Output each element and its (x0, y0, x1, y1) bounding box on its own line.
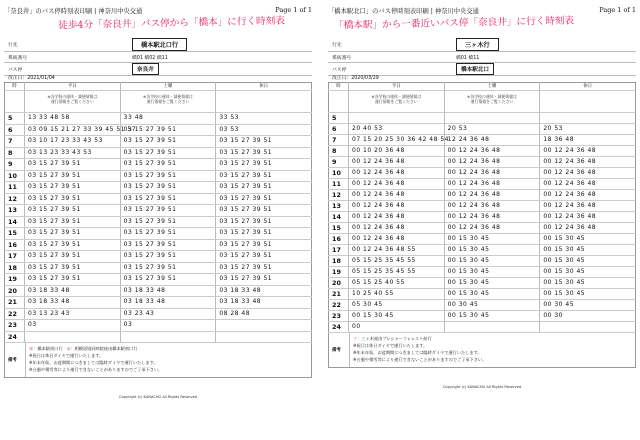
route-number-label: 系統番号 (328, 52, 394, 63)
minutes-holiday: 00 15 30 45 (540, 256, 636, 267)
minutes-saturday: 03 15 27 39 51 (120, 274, 216, 286)
minutes-weekday (349, 113, 445, 124)
minutes-saturday: 00 15 30 45 (444, 256, 540, 267)
minutes-saturday: 03 15 27 39 51 (120, 124, 216, 136)
hour-row (329, 135, 636, 146)
hour-row (5, 251, 312, 263)
bus-stop-value: 橋本駅北口 (456, 63, 494, 75)
column-header-holiday: 休日 (540, 83, 636, 91)
hour-cell: 22 (5, 308, 25, 320)
minutes-saturday: 03 15 27 39 51 (120, 136, 216, 148)
remarks-label: 備考 (8, 357, 17, 363)
minutes-weekday: 00 12 24 36 48 (349, 223, 445, 234)
hour-row (5, 193, 312, 205)
minutes-weekday: 13 33 48 58 (25, 113, 121, 125)
hour-row (329, 190, 636, 201)
hour-row (329, 322, 636, 333)
minutes-saturday: 12 24 36 48 (444, 135, 540, 146)
bus-stop-label: バス停 (4, 63, 70, 76)
hour-cell: 5 (5, 113, 25, 125)
copyright: Copyright (c) KANACHU All Rights Reserved (118, 395, 198, 399)
hour-row (329, 234, 636, 245)
page-header-title: 「橋本駅北口」のバス停時刻表印刷 | 神奈川中央交通 (328, 8, 479, 15)
notice-cell-weekday (25, 91, 121, 113)
copyright: Copyright (c) KANACHU All Rights Reserved (442, 385, 522, 389)
minutes-saturday: 03 15 27 39 51 (120, 205, 216, 217)
minutes-saturday: 03 23 43 (120, 308, 216, 320)
hour-row (5, 159, 312, 171)
minutes-holiday: 03 53 (216, 124, 312, 136)
minutes-saturday: 00 15 30 45 (444, 234, 540, 245)
minutes-saturday: 00 12 24 36 48 (444, 201, 540, 212)
minutes-weekday: 03 (25, 320, 121, 332)
notice-line: ※各学校の運休・減便情報は (371, 94, 422, 99)
hour-row (329, 212, 636, 223)
hour-cell: 19 (329, 267, 349, 278)
minutes-holiday: 00 12 24 36 48 (540, 146, 636, 157)
minutes-weekday: 03 15 27 39 51 (25, 193, 121, 205)
column-header-saturday: 土曜 (120, 83, 216, 91)
bus-stop-label: バス停 (328, 63, 394, 76)
minutes-holiday: 18 36 48 (540, 135, 636, 146)
hour-row (5, 147, 312, 159)
minutes-saturday: 03 15 27 39 51 (120, 147, 216, 159)
minutes-weekday: 03 15 27 39 51 (25, 170, 121, 182)
minutes-saturday: 00 12 24 36 48 (444, 157, 540, 168)
minutes-holiday: 33 53 (216, 113, 312, 125)
route-numbers: 橋01 橋11 (394, 52, 636, 63)
hour-cell: 22 (329, 300, 349, 311)
notice-hour-cell (5, 91, 25, 113)
remarks-line (353, 343, 632, 350)
minutes-saturday: 03 15 27 39 51 (120, 182, 216, 194)
minutes-saturday: 00 12 24 36 48 (444, 179, 540, 190)
minutes-weekday: 03 15 27 39 51 (25, 239, 121, 251)
remarks-text: ※年末年始、お盆期間につきましては臨時ダイヤで運行いたします。 (353, 349, 482, 355)
remarks-text: ※祝日は休日ダイヤで運行いたします。 (29, 352, 104, 358)
remarks-text: ：三ヶ木経由プレシャーフォレスト前行 (357, 336, 432, 341)
minutes-holiday: 03 15 27 39 51 (216, 170, 312, 182)
hour-row (329, 113, 636, 124)
hour-cell: 9 (329, 157, 349, 168)
minutes-saturday: 00 12 24 36 48 (444, 223, 540, 234)
minutes-weekday: 03 13 23 33 43 53 (25, 147, 121, 159)
remarks-text: ※台風や積雪等により運行できないことがありますのでご了承下さい。 (29, 366, 163, 372)
minutes-saturday: 00 15 30 45 (444, 267, 540, 278)
route-number-label: 系統番号 (4, 52, 70, 63)
minutes-weekday: 03 15 27 39 51 (25, 205, 121, 217)
page-number: Page 1 of 1 (275, 6, 312, 14)
hour-cell: 11 (5, 182, 25, 194)
minutes-saturday (444, 113, 540, 124)
hour-row (5, 308, 312, 320)
minutes-weekday: 05 15 25 35 45 55 (349, 267, 445, 278)
route-numbers: 橋01 橋02 橋11 (70, 52, 312, 63)
hour-row (5, 113, 312, 125)
hour-row (5, 297, 312, 309)
hour-cell: 20 (329, 278, 349, 289)
hour-cell: 8 (5, 147, 25, 159)
destination-value: 三ヶ木行 (456, 38, 499, 51)
minutes-weekday: 03 15 27 39 51 (25, 216, 121, 228)
minutes-holiday: 03 15 27 39 51 (216, 274, 312, 286)
hour-cell: 24 (5, 331, 25, 343)
hour-row (329, 300, 636, 311)
hour-cell: 17 (5, 251, 25, 263)
minutes-saturday: 00 12 24 36 48 (444, 146, 540, 157)
hour-row (5, 274, 312, 286)
hour-cell: 15 (5, 228, 25, 240)
hour-cell: 6 (5, 124, 25, 136)
hour-row (5, 285, 312, 297)
hour-row (329, 267, 636, 278)
legend-mark: ◎ (66, 346, 71, 351)
notice-line: ※各学校の運休・減便情報は (467, 94, 517, 99)
hour-row (5, 228, 312, 240)
minutes-holiday: 00 30 (540, 311, 636, 322)
minutes-holiday: 03 15 27 39 51 (216, 136, 312, 148)
minutes-holiday: 03 15 27 39 51 (216, 262, 312, 274)
minutes-holiday: 03 15 27 39 51 (216, 182, 312, 194)
hour-cell: 9 (5, 159, 25, 171)
notice-cell-saturday (444, 91, 540, 113)
notice-cell-weekday (349, 91, 445, 113)
remarks-text: ※祝日は休日ダイヤで運行いたします。 (353, 342, 428, 348)
hour-cell: 10 (329, 168, 349, 179)
minutes-saturday: 33 48 (120, 113, 216, 125)
minutes-saturday: 00 12 24 36 48 (444, 212, 540, 223)
hour-cell: 23 (5, 320, 25, 332)
hour-cell: 18 (5, 262, 25, 274)
hour-row (5, 170, 312, 182)
timetable-page-left (2, 2, 314, 434)
minutes-weekday: 00 12 24 36 48 (349, 190, 445, 201)
remarks-line (29, 346, 308, 353)
hour-cell: 11 (329, 179, 349, 190)
hour-cell: 21 (329, 289, 349, 300)
minutes-weekday: 03 15 27 39 51 (25, 228, 121, 240)
remarks-line (29, 353, 308, 360)
minutes-saturday: 00 15 30 45 (444, 278, 540, 289)
remarks-text: ※年末年始、お盆期間につきましては臨時ダイヤで運行いたします。 (29, 359, 158, 365)
minutes-weekday (25, 331, 121, 343)
column-header-weekday: 平日 (25, 83, 121, 91)
minutes-weekday: 03 15 27 39 51 (25, 182, 121, 194)
hour-row (329, 245, 636, 256)
minutes-holiday: 03 15 27 39 51 (216, 159, 312, 171)
minutes-saturday: 03 18 33 48 (120, 285, 216, 297)
route-info-table (4, 38, 312, 76)
minutes-weekday: 03 10 17 23 33 43 53 (25, 136, 121, 148)
hour-header: 時 (329, 83, 349, 91)
minutes-holiday: 03 18 33 48 (216, 285, 312, 297)
hour-header: 時 (5, 83, 25, 91)
remarks-text: ※台風や積雪等により運行できないことがありますのでご了承下さい。 (353, 356, 487, 362)
minutes-holiday: 03 15 27 39 51 (216, 228, 312, 240)
minutes-weekday: 00 15 30 45 (349, 311, 445, 322)
hour-cell: 24 (329, 322, 349, 333)
destination-label: 行先 (4, 38, 70, 52)
hour-row (5, 182, 312, 194)
hour-cell: 14 (5, 216, 25, 228)
hour-cell: 16 (5, 239, 25, 251)
legend-mark: 赤 (29, 346, 34, 351)
minutes-weekday: 05 30 45 (349, 300, 445, 311)
hour-row (329, 201, 636, 212)
hour-cell: 13 (5, 205, 25, 217)
minutes-weekday: 00 12 24 36 48 (349, 201, 445, 212)
minutes-holiday: 00 12 24 36 48 (540, 201, 636, 212)
minutes-weekday: 00 12 24 36 48 (349, 179, 445, 190)
minutes-weekday: 10 25 40 55 (349, 289, 445, 300)
minutes-weekday: 00 12 24 36 48 (349, 212, 445, 223)
hour-row (5, 124, 312, 136)
minutes-holiday: 00 15 30 45 (540, 245, 636, 256)
minutes-saturday: 00 30 45 (444, 300, 540, 311)
hour-cell: 5 (329, 113, 349, 124)
notice-line: 運行情報をご覧ください (146, 99, 190, 105)
remarks-line (353, 350, 632, 357)
minutes-weekday: 00 10 20 36 48 (349, 146, 445, 157)
remarks-body (349, 333, 635, 367)
hour-cell: 6 (329, 124, 349, 135)
route-info-table (328, 38, 636, 76)
handwritten-annotation: 徒歩4分「奈良井」バス停から「橋本」に行く時刻表 (57, 15, 285, 32)
remarks-line (29, 367, 308, 374)
page-header-title: 「奈良井」のバス停時刻表印刷 | 神奈川中央交通 (4, 8, 143, 15)
hour-cell: 12 (329, 190, 349, 201)
minutes-holiday (216, 320, 312, 332)
minutes-saturday (120, 331, 216, 343)
remarks-line (29, 360, 308, 367)
minutes-weekday: 00 12 24 36 48 55 (349, 245, 445, 256)
minutes-weekday: 05 15 25 40 55 (349, 278, 445, 289)
minutes-weekday: 03 18 33 48 (25, 285, 121, 297)
legend-mark: フ (353, 336, 358, 341)
hour-cell: 14 (329, 212, 349, 223)
minutes-holiday: 00 15 30 45 (540, 267, 636, 278)
minutes-saturday: 03 (120, 320, 216, 332)
minutes-weekday: 03 15 27 39 51 (25, 251, 121, 263)
minutes-saturday: 03 18 33 48 (120, 297, 216, 309)
minutes-weekday: 03 15 27 39 51 (25, 274, 121, 286)
timetable-page-right (326, 2, 638, 434)
minutes-holiday: 08 28 48 (216, 308, 312, 320)
remarks-body (25, 343, 311, 377)
hour-row (329, 157, 636, 168)
hour-cell: 17 (329, 245, 349, 256)
remarks-text: ：相模原協同病院経由橋本駅南口行 (70, 346, 138, 351)
hour-cell: 12 (5, 193, 25, 205)
page-number: Page 1 of 1 (599, 6, 636, 14)
notice-cell-holiday (540, 91, 636, 113)
minutes-holiday: 00 12 24 36 48 (540, 179, 636, 190)
minutes-holiday: 00 30 45 (540, 300, 636, 311)
hour-row (329, 168, 636, 179)
hour-row (5, 262, 312, 274)
notice-line: ※各学校の運休・減便情報は (47, 94, 98, 99)
minutes-saturday: 03 15 27 39 51 (120, 216, 216, 228)
minutes-holiday: 00 12 24 36 48 (540, 223, 636, 234)
hour-row (329, 311, 636, 322)
remarks-label: 備考 (332, 347, 341, 353)
remarks-section (4, 343, 312, 378)
minutes-saturday: 00 15 30 45 (444, 245, 540, 256)
minutes-weekday: 07 15 20 25 30 36 42 48 54 (349, 135, 445, 146)
minutes-holiday: 00 12 24 36 48 (540, 168, 636, 179)
destination-label: 行先 (328, 38, 394, 52)
remarks-line (353, 336, 632, 343)
hour-cell: 21 (5, 297, 25, 309)
minutes-saturday: 03 15 27 39 51 (120, 251, 216, 263)
hour-cell: 10 (5, 170, 25, 182)
hour-row (5, 216, 312, 228)
hour-cell: 18 (329, 256, 349, 267)
hour-cell: 7 (329, 135, 349, 146)
column-header-weekday: 平日 (349, 83, 445, 91)
minutes-saturday: 00 15 30 45 (444, 289, 540, 300)
minutes-holiday: 20 53 (540, 124, 636, 135)
notice-cell-saturday (120, 91, 216, 113)
minutes-holiday (540, 113, 636, 124)
hour-cell: 7 (5, 136, 25, 148)
minutes-saturday: 03 15 27 39 51 (120, 159, 216, 171)
notice-cell-holiday (216, 91, 312, 113)
minutes-holiday: 03 15 27 39 51 (216, 216, 312, 228)
notice-line: 運行情報をご覧ください (50, 99, 94, 105)
minutes-weekday: 03 18 33 48 (25, 297, 121, 309)
minutes-saturday: 03 15 27 39 51 (120, 170, 216, 182)
hour-cell: 20 (5, 285, 25, 297)
minutes-weekday: 00 12 24 36 48 (349, 168, 445, 179)
minutes-holiday: 00 12 24 36 48 (540, 190, 636, 201)
destination-value: 橋本駅北口行 (132, 38, 187, 51)
remarks-text: ：橋本駅南口行 (33, 346, 63, 351)
hour-cell: 8 (329, 146, 349, 157)
minutes-weekday: 00 12 24 36 48 (349, 157, 445, 168)
notice-line: ※各学校の運休・減便情報は (143, 94, 193, 99)
minutes-saturday (444, 322, 540, 333)
hour-cell: 15 (329, 223, 349, 234)
minutes-weekday: 03 09 15 21 27 33 39 45 51 57 (25, 124, 121, 136)
minutes-saturday: 03 15 27 39 51 (120, 239, 216, 251)
revision-date: 改正日：2020/03/29 (332, 76, 379, 81)
minutes-saturday: 00 12 24 36 48 (444, 190, 540, 201)
minutes-holiday: 03 15 27 39 51 (216, 205, 312, 217)
notice-line: 運行情報をご覧ください (470, 99, 514, 105)
minutes-saturday: 03 15 27 39 51 (120, 228, 216, 240)
minutes-weekday: 03 15 27 39 51 (25, 159, 121, 171)
remarks-line (353, 357, 632, 364)
hour-row (5, 136, 312, 148)
hour-row (329, 223, 636, 234)
bus-stop-value: 奈良井 (132, 63, 159, 75)
minutes-weekday: 20 40 53 (349, 124, 445, 135)
column-header-saturday: 土曜 (444, 83, 540, 91)
minutes-holiday: 03 15 27 39 51 (216, 147, 312, 159)
minutes-holiday: 00 12 24 36 48 (540, 157, 636, 168)
timetable-grid (4, 82, 312, 343)
timetable-grid (328, 82, 636, 333)
minutes-holiday: 03 15 27 39 51 (216, 251, 312, 263)
minutes-holiday: 03 15 27 39 51 (216, 239, 312, 251)
minutes-holiday: 00 12 24 36 48 (540, 212, 636, 223)
hour-row (329, 256, 636, 267)
notice-line: 運行情報をご覧ください (374, 99, 418, 105)
minutes-holiday (540, 322, 636, 333)
hour-cell: 19 (5, 274, 25, 286)
minutes-weekday: 03 13 23 43 (25, 308, 121, 320)
minutes-holiday: 03 18 33 48 (216, 297, 312, 309)
hour-row (329, 278, 636, 289)
hour-row (5, 239, 312, 251)
minutes-saturday: 03 15 27 39 51 (120, 262, 216, 274)
revision-date: 改正日：2021/01/04 (8, 76, 55, 81)
minutes-saturday: 20 53 (444, 124, 540, 135)
hour-cell: 13 (329, 201, 349, 212)
minutes-weekday: 00 (349, 322, 445, 333)
hour-row (329, 124, 636, 135)
hour-row (5, 205, 312, 217)
hour-row (5, 320, 312, 332)
minutes-holiday: 00 15 30 45 (540, 234, 636, 245)
minutes-saturday: 00 15 30 45 (444, 311, 540, 322)
notice-hour-cell (329, 91, 349, 113)
hour-cell: 16 (329, 234, 349, 245)
minutes-holiday: 00 15 30 45 (540, 289, 636, 300)
minutes-holiday: 00 15 30 45 (540, 278, 636, 289)
minutes-weekday: 05 15 25 35 45 55 (349, 256, 445, 267)
handwritten-annotation: 「橋本駅」から一番近いバス停「奈良井」に行く時刻表 (333, 15, 575, 32)
minutes-weekday: 00 12 24 36 48 (349, 234, 445, 245)
minutes-holiday (216, 331, 312, 343)
remarks-section (328, 333, 636, 368)
column-header-holiday: 休日 (216, 83, 312, 91)
hour-row (5, 331, 312, 343)
hour-row (329, 146, 636, 157)
minutes-saturday: 00 12 24 36 48 (444, 168, 540, 179)
hour-cell: 23 (329, 311, 349, 322)
hour-row (329, 179, 636, 190)
minutes-saturday: 03 15 27 39 51 (120, 193, 216, 205)
minutes-weekday: 03 15 27 39 51 (25, 262, 121, 274)
hour-row (329, 289, 636, 300)
minutes-holiday: 03 15 27 39 51 (216, 193, 312, 205)
